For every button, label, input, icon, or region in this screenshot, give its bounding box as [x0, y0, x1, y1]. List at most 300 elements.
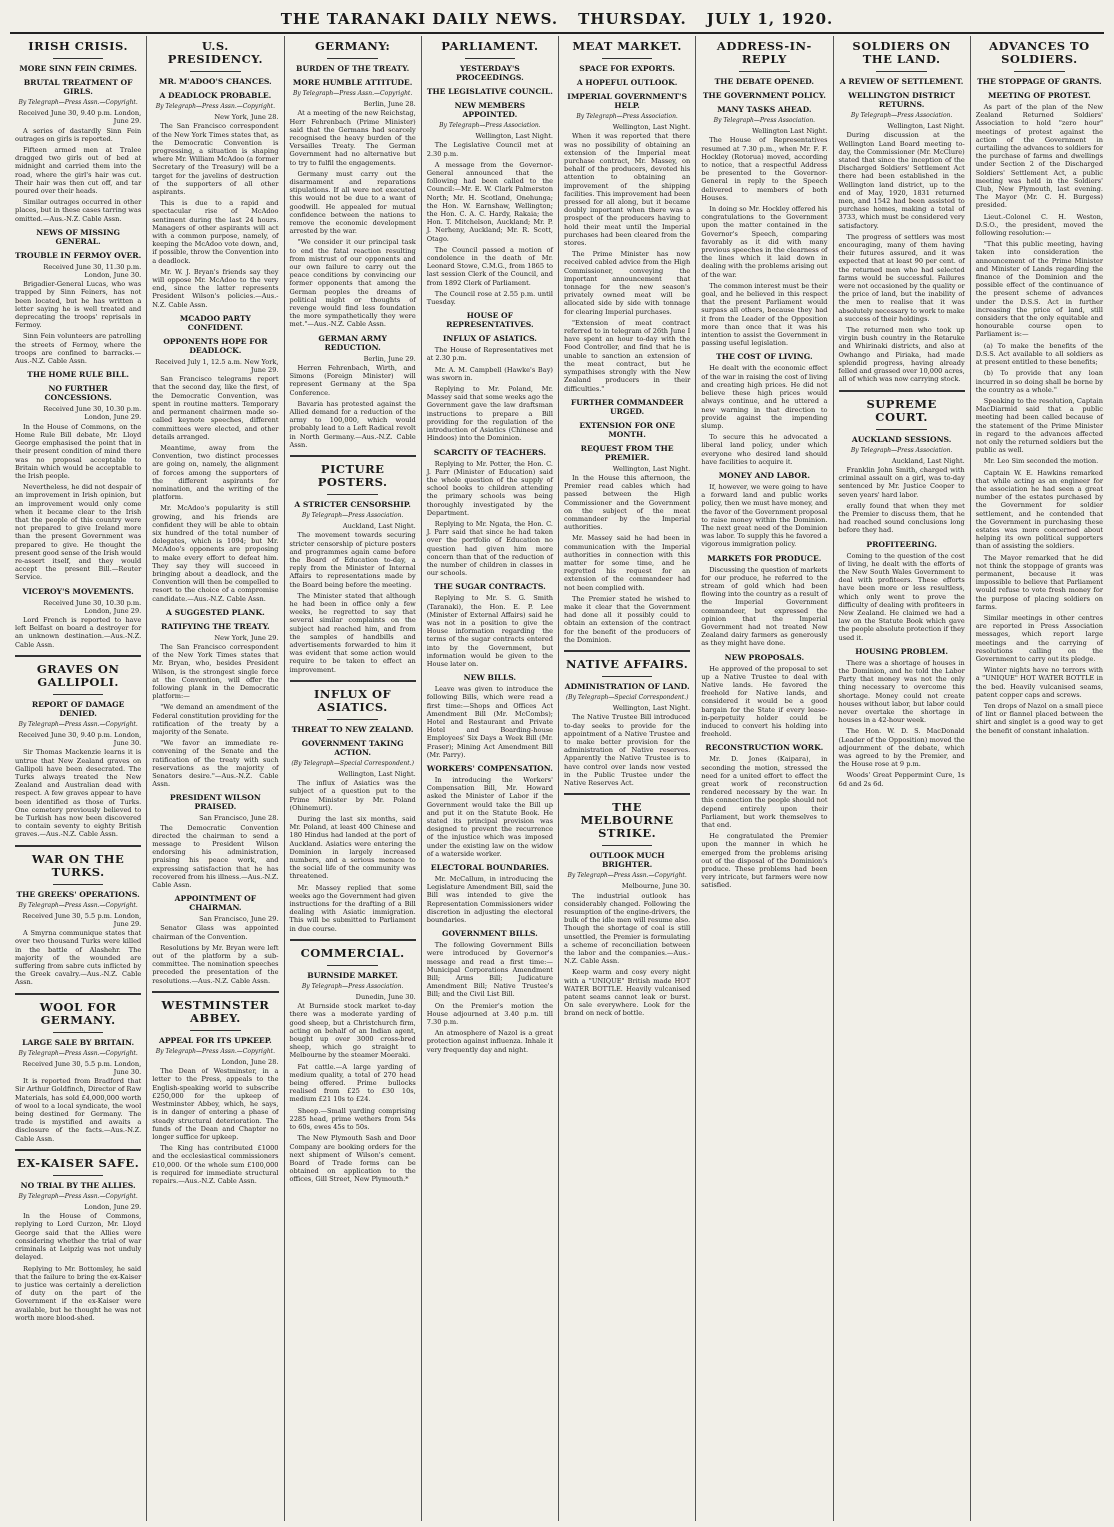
article-subheading: A DEADLOCK PROBABLE. [159, 91, 272, 100]
news-column [696, 36, 833, 1521]
article-paragraph: The House of Representatives met at 2.30 p.m. [426, 346, 553, 363]
article-paragraph: Mr. McAdoo's popularity is still growing, and his friends are confident they will be able to obtain six hundred of the total number of delegates, which is 1094; but Mr. McAdoo's opponents are proposing to make every effort to defeat him. They say they will succeed in bringing about a deadlock, and the Convention will then be compelled to resort to the choice of a compromise candidate.—Aus.-N.Z. Cable Assn. [152, 504, 279, 603]
article-paragraph: Mr. Massey said he had been in communication with the Imperial authorities in connection with this matter for some time, and he regretted his request for an extension of the commandeer had not been complied with. [564, 534, 691, 592]
article-byline: By Telegraph—Press Association. [301, 982, 404, 990]
article-dateline: Wellington, Last Night. [612, 123, 691, 132]
article [152, 894, 278, 985]
article-divider [290, 939, 416, 941]
article-paragraph: (a) To make the benefits of the D.S.S. Act available to all soldiers as at present entitled to these benefits; [975, 341, 1103, 367]
article-paragraph: This is due to a rapid and spectacular rise of McAdoo sentiment during the last 24 hours. Managers of other aspirants will act with a common purpose, namely, of keeping the McAdoo vote down, and, if possible, throw the Convention into a deadlock. [152, 199, 279, 265]
article-headline: WESTMINSTER ABBEY. [161, 997, 270, 1025]
article-paragraph: The industrial outlook has considerably changed. Following the resumption of the engine-drivers, the bulk of the idle men will resume also. Though the shortage of coal is still unsettled, the Premier is formulating a scheme of reconciliation between the labor and the companies.—Aus.-N.Z. Cable Assn. [564, 891, 691, 966]
article-subheading: SCARCITY OF TEACHERS. [433, 447, 546, 457]
news-column [285, 36, 422, 1521]
article-paragraph: In the House this afternoon, the Premier read cables which had passed between the High Commissioner and the Government on the subject of the meat commandeer by the Imperial authorities. [564, 473, 691, 532]
article-byline: By Telegraph—Press Association. [713, 117, 816, 124]
article-subheading: THE STOPPAGE OF GRANTS. [977, 77, 1102, 86]
article-paragraph: On the Premier's motion the House adjourned at 3.40 p.m. till 7.30 p.m. [426, 1001, 553, 1027]
article-subheading: A STRICTER CENSORSHIP. [294, 499, 411, 509]
article-byline: By Telegraph—Press Association. [850, 112, 953, 119]
article-paragraph: Similar meetings in other centres are reported in Press Association messages, which report large meetings and the carrying of resolutions calling on the Government to carry out its pledge. [975, 613, 1103, 663]
article [152, 40, 278, 309]
article-paragraph: San Francisco telegrams report that the second day, like the first, of the Democratic Convention, was spent in routine matters. Temporary and permanent chairmen made so-called keynote speeches, different committees were elected, and other details arranged. [152, 375, 279, 441]
article-paragraph: Leave was given to introduce the following Bills, which were read a first time:—Shops and Offices Act Amendment Bill (Mr. McCombs); Hotel and Restaurant and Private Hotel and Boarding-house Employees' Six Days a Week Bill (Mr. Fraser); Mining Act Amendment Bill (Mr. Parry). [426, 685, 553, 759]
article-subheading: MR. M'ADOO'S CHANCES. [159, 77, 272, 86]
article-subheading: MORE SINN FEIN CRIMES. [19, 64, 137, 73]
article-paragraph: Senator Glass was appointed chairman of the Convention. [152, 924, 279, 941]
article-paragraph: "We consider it our principal task to end the fatal reaction resulting from mistrust of our opponents and our own failure to carry out the peace conditions by convincing our former opponents that among the German peoples the dreams of political might or thoughts of revenge would find less foundation the more sympathetically they were met."—Aus.-N.Z. Cable Assn. [289, 238, 416, 329]
article-paragraph: If, however, we were going to have a forward land and public works policy, then we must have money, and the favor of the Government proposal to raise money within the Dominion. The next great need of the Dominion was labor. To supply this he favored a vigorous immigration policy. [701, 482, 828, 549]
headline-rule [876, 429, 927, 430]
headline-rule [327, 965, 378, 966]
article-subheading: MCADOO PARTY CONFIDENT. [179, 313, 251, 332]
issue-day: THURSDAY. [578, 10, 687, 28]
article [15, 845, 141, 987]
article-subheading: A HOPEFUL OUTLOOK. [576, 78, 678, 87]
article [15, 228, 141, 365]
news-column [971, 36, 1108, 1521]
article-paragraph: Lord French is reported to have left Belfast on board a destroyer for an unknown destination.—Aus.-N.Z. Cable Assn. [15, 615, 142, 649]
article-subheading: THE HOME RULE BILL. [27, 370, 130, 380]
article-subheading: YESTERDAY'S PROCEEDINGS. [456, 64, 524, 82]
article-subheading: NEW BILLS. [463, 673, 517, 683]
article-divider [15, 993, 141, 995]
article-paragraph: The Democratic Convention directed the chairman to send a message to President Wilson endorsing his administration, praising his peace work, and expressing satisfaction that he has recovered from his illness.—Aus.-N.Z. Cable Assn. [152, 823, 279, 890]
article-dateline: Received June 30, 5.5 p.m. London, June 29. [22, 911, 142, 929]
article-byline: By Telegraph—Press Assn.—Copyright. [292, 90, 413, 97]
article-byline: By Telegraph—Press Assn.—Copyright. [18, 99, 138, 106]
article-paragraph: Franklin John Smith, charged with criminal assault on a girl, was to-day sentenced by Mr. Justice Cooper to seven years' hard labor. [838, 465, 965, 499]
news-column [147, 36, 284, 1521]
article-paragraph: The New Plymouth Sash and Door Company are booking orders for the next shipment of Wilson's cement. Board of Trade forms can be obtained on application to the offices, Gill Street, New Plymouth.* [289, 1134, 416, 1184]
article-paragraph: At Burnside stock market to-day there was a moderate yarding of good sheep, but a Christchurch firm, acting on behalf of an Indian agent, bought up over 3000 cross-bred sheep, which go straight to Melbourne by the steamer Moeraki. [289, 1002, 416, 1060]
article-subheading: FURTHER COMMANDEER URGED. [570, 397, 684, 416]
article [290, 455, 416, 674]
article [427, 40, 553, 306]
article [427, 673, 553, 759]
article-paragraph: Speaking to the resolution, Captain MacDiarmid said that a public meeting had been called because of the statement of the Prime Minister in regard to the advances affected not only the returned soldiers but the public as well. [975, 396, 1103, 455]
article-dateline: Berlin, June 29. [363, 354, 416, 363]
article-headline: WOOL FOR GERMANY. [39, 999, 117, 1027]
article-paragraph: Discussing the question of markets for our produce, he referred to the stream of gold which had been flowing into the country as a result of the Imperial Government commandeer, but expressed the opinion that the Imperial Government had not treated New Zealand dairy farmers as generously as they might have done. [701, 565, 828, 648]
article-dateline: Received June 30, 9.40 p.m. London, June 30. [18, 730, 142, 748]
article [290, 1134, 416, 1183]
article-paragraph: Ten drops of Nazol on a small piece of lint or flannel placed between the shirt and singlet is a good way to get the benefit of constant inhalation. [975, 702, 1103, 735]
article [701, 743, 827, 889]
article-subheading: THE LEGISLATIVE COUNCIL. [426, 87, 553, 96]
article-subheading: MANY TASKS AHEAD. [717, 105, 812, 114]
paper-name: THE TARANAKI DAILY NEWS. [280, 10, 559, 28]
article-dateline: Received June 30, 5.5 p.m. London, June 30. [22, 1059, 142, 1077]
article-subheading: A SUGGESTED PLANK. [166, 607, 265, 617]
article-dateline: Wellington, Last Night. [475, 132, 553, 141]
article-paragraph: Replying to Mr. Poland, Mr. Massey said that some weeks ago the Government gave the law draftsman instructions to prepare a Bill providing for the regulation of the introduction of Asiatics (Chinese and Hindoos) into the Dominion. [426, 385, 553, 443]
article [15, 993, 141, 1143]
article-paragraph: The Native Trustee Bill introduced to-day seeks to provide for the appointment of a Native Trustee and to make better provision for the administration of Native reserves. Apparently the Native Trustee is to have control over lands now vested in the Public Trustee under the Native Reserves Act. [564, 713, 691, 787]
article-paragraph: erally found that when they met the Premier to discuss them, that he had reached sound conclusions long before they had. [838, 501, 965, 535]
issue-date: JULY 1, 1920. [706, 10, 834, 28]
article-subheading: NO TRIAL BY THE ALLIES. [20, 1180, 136, 1190]
article [564, 40, 690, 393]
article-dateline: Received June 30, 11.30 p.m. London, June 30. [43, 262, 142, 280]
headline-rule [53, 884, 104, 885]
article-headline: THE MELBOURNE STRIKE. [580, 800, 674, 841]
article-subheading: SPACE FOR EXPORTS. [579, 64, 675, 73]
article-paragraph: Replying to Mr. Ngata, the Hon. C. J. Parr said that since he had taken over the portfolio of Education no question had given him more concern than that of the reduction of the number of children in classes in our schools. [426, 519, 553, 578]
article-byline: By Telegraph—Press Association. [439, 122, 541, 129]
article-paragraph: The House of Representatives resumed at 7.30 p.m., when Mr. F. F. Hockley (Rotorua) moved, according to notice, that a respectful Address be presented to the Governor-General in reply to the Speech delivered to members of both Houses. [701, 136, 828, 202]
article-subheading: A REVIEW OF SETTLEMENT. [839, 77, 964, 86]
article-paragraph: In doing so Mr. Hockley offered his congratulations to the Government upon the matter contained in the Governor's Speech, comparing favorably as it did with many previous speeches in the clearness of the lines which it laid down in dealing with the problems arising out of the war. [701, 205, 828, 279]
article-paragraph: "We favor an immediate re-convening of the Senate and the ratification of the treaty with such reservations as the majority of Senators desire."—Aus.-N.Z. Cable Assn. [152, 739, 279, 789]
article-paragraph: Mr. Leo Sim seconded the motion. [983, 457, 1099, 466]
article-subheading: THE DEBATE OPENED. [714, 77, 815, 86]
article-paragraph: Bavaria has protested against the Allied demand for a reduction of the army to 100,000, which would probably lead to a Left Radical revolt in North Germany.—Aus.-N.Z. Cable Assn. [289, 399, 416, 449]
article-paragraph: As part of the plan of the New Zealand Returned Soldiers' Association to hold "zero hour" meetings of protest against the action of the Government in curtailing the advances to soldiers for the purchase of farms and dwellings under Section 2 of the Discharged Soldiers' Settlement Act, a public meeting was held in the Soldiers' Club, New Plymouth, last evening. The Mayor (Mr. C. H. Burgess) presided. [975, 103, 1103, 210]
article [427, 929, 553, 1054]
article-byline: By Telegraph—Press Assn.—Copyright. [155, 103, 276, 110]
article-subheading: WORKERS' COMPENSATION. [426, 764, 553, 773]
article-paragraph: Fifteen armed men at Tralee dragged two girls out of bed at midnight and carried them into the road, where the girl's hair was cut. Their hair was then cut off, and tar poured over their heads. [15, 146, 142, 196]
article-divider [15, 845, 141, 847]
article-divider [564, 793, 690, 795]
article-paragraph: The Legislative Council met at 2.30 p.m. [426, 141, 553, 158]
article-paragraph: Brigadier-General Lucas, who was trapped by Sinn Feiners, has not been located, but he has written a letter saying he is well treated and deprecating the troops' reprisals in Fermoy. [15, 280, 142, 330]
article [15, 370, 141, 581]
headline-rule [1014, 71, 1065, 72]
article-paragraph: Nevertheless, he did not despair of an improvement in Irish opinion, but an improvement would only come when it became clear to the Irish that the people of this country were not prepared to give Ireland more than the present Government was prepared to give. He thought the present good sense of the Irish would re-assert itself, and they would accept the present Bill.—Reuter Service. [15, 483, 142, 582]
article-paragraph: The Minister stated that although he had been in office only a few weeks, he regretted to say that several similar complaints on the subject had reached him, and from the samples of handbills and advertisements forwarded to him it was evident that some action would require to be taken to effect an improvement. [289, 591, 416, 674]
article-dateline: Received June 30, 10.30 p.m. London, June 29. [43, 405, 142, 422]
headline-rule [327, 719, 378, 720]
article [976, 40, 1103, 735]
article-paragraph: Lieut.-Colonel C. H. Weston, D.S.O., the president, moved the following resolution:— [975, 212, 1103, 238]
article [152, 608, 278, 789]
article-dateline: Melbourne, June 30. [621, 882, 691, 891]
article [839, 40, 965, 384]
article-headline: IRISH CRISIS. [28, 39, 128, 53]
headline-rule [53, 694, 104, 695]
article-paragraph: The following Government Bills were introduced by Governor's message and read a first time:—Municipal Corporations Amendment Bill; Arms Bill; Judicature Amendment Bill; Native Trustee's Bill; and the Civil List Bill. [426, 941, 553, 999]
article-dateline: Dunedin, June 30. [355, 993, 416, 1002]
article-paragraph: Replying to Mr. Bottomley, he said that the failure to bring the ex-Kaiser to justice was certainly a dereliction of duty on the part of the Government if the ex-Kaiser were available, but he thought he was not worth more blood-shed. [15, 1264, 142, 1322]
article [152, 793, 278, 889]
article-paragraph: (b) To provide that any loan incurred in so doing shall be borne by the country as a whole." [975, 369, 1103, 394]
article-paragraph: Mr. W. J. Bryan's friends say they will oppose Mr. McAdoo to the very end, since the latter represents President Wilson's policies.—Aus.-N.Z. Cable Assn. [152, 267, 279, 309]
article [290, 40, 416, 329]
headline-rule [602, 676, 653, 677]
article-divider [15, 1149, 141, 1151]
article-paragraph: In introducing the Workers' Compensation Bill, Mr. Howard asked the Minister of Labor if the Government would take the Bill up and put it on the Statute Book. He stated its principal provision was designed to prevent the recurrence of the injustice which was imposed under the existing law on the widow of a waterside worker. [426, 776, 553, 858]
headline-rule [739, 71, 790, 72]
article-paragraph: It is reported from Bradford that Sir Arthur Goldfinch, Director of Raw Materials, has sold £4,000,000 worth of wool to a local syndicate, the wool being destined for Germany. The trade is mystified and awaits a disclosure of the facts.—Aus.-N.Z. Cable Assn. [15, 1077, 142, 1143]
article-subheading: RATIFYING THE TREATY. [161, 621, 270, 631]
article-subheading: NEW PROPOSALS. [724, 652, 805, 662]
article-paragraph: He dealt with the economic effect of the war in raising the cost of living and creating high prices. He did not believe these high prices would always continue, and he uttered a new warning in that direction to provide against the impending slump. [701, 364, 828, 430]
article-paragraph: Similar outrages occurred in other places, but in these cases tarring was omitted.—Aus.-N.Z. Cable Assn. [15, 198, 142, 223]
article [290, 334, 416, 449]
article-dateline: New York, June 29. [214, 633, 279, 642]
headline-rule [602, 58, 653, 59]
article-paragraph: Sinn Fein volunteers are patrolling the streets of Fermoy, where the troops are confined to barracks.—Aus.-N.Z. Cable Assn. [15, 332, 142, 366]
article-subheading: APPEAL FOR ITS UPKEEP. [158, 1035, 272, 1045]
article-subheading: WELLINGTON DISTRICT RETURNS. [848, 91, 955, 109]
headline-rule [327, 494, 378, 495]
article-paragraph: A Smyrna communique states that over two thousand Turks were killed in the battle of Alashehr. The majority of the wounded are suffering from sabre cuts inflicted by the Greek cavalry.—Aus.-N.Z. Cable Assn. [15, 929, 142, 987]
article [564, 793, 690, 1017]
article-paragraph: "We demand an amendment of the Federal constitution providing for the ratification of the treaty by a majority of the Senate. [152, 703, 279, 736]
news-column [559, 36, 696, 1521]
article-paragraph: The Premier stated he wished to make it clear that the Government had done all it possibly could to obtain an extension of the contract for the benefit of the producers of the Dominion. [564, 594, 691, 644]
article-paragraph: A series of dastardly Sinn Fein outrages on girls is reported. [15, 126, 142, 143]
article-paragraph: The Mayor remarked that he did not think the stoppage of grants was permanent, because it was impossible to believe that Parliament would refuse to vote fresh money for the purpose of placing soldiers on farms. [975, 553, 1103, 611]
article-subheading: REPORT OF DAMAGE DENIED. [31, 699, 125, 718]
article-paragraph: The Prime Minister has now received cabled advice from the High Commissioner, conveying the important announcement that tonnage for the new season's privately owned meat will be allocated side by side with tonnage for clearing Imperial purchases. [564, 250, 691, 316]
article-subheading: PRESIDENT WILSON PRAISED. [169, 793, 261, 812]
article [564, 398, 690, 644]
article [290, 680, 416, 933]
article-paragraph: Replying to Mr. S. G. Smith (Taranaki), the Hon. E. P. Lee (Minister of External Affairs) said he was not in a position to give the House information regarding the terms of the sugar contracts entered into by the Government, but information would be given to the House later on. [426, 594, 553, 668]
article-paragraph: To secure this he advocated a liberal land policy, under which everyone who desired land should have facilities to acquire it. [701, 433, 828, 466]
news-columns [10, 36, 1108, 1521]
masthead [10, 6, 1104, 34]
article-paragraph: The Council rose at 2.55 p.m. until Tuesday. [426, 289, 553, 307]
article-headline: U.S. PRESIDENCY. [167, 39, 264, 66]
article-dateline: Wellington, Last Night. [612, 704, 691, 713]
article-byline: By Telegraph—Press Assn.—Copyright. [567, 872, 687, 880]
article-subheading: GERMAN ARMY REDUCTION. [318, 333, 387, 352]
article [839, 390, 965, 535]
news-column [10, 36, 147, 1521]
article-headline: ADDRESS-IN-REPLY [716, 39, 812, 66]
article-dateline: Wellington Last Night. [752, 127, 828, 136]
article [152, 314, 278, 603]
article-paragraph: In the House of Commons, replying to Lord Curzon, Mr. Lloyd George said that the Allies were considering whether the trial of war criminals at Leipzig was not unduly delayed. [15, 1212, 142, 1262]
article-paragraph: Meantime, away from the Convention, two distinct processes are going on, namely, the alignment of forces among the supporters of the different aspirants for nomination, and the writing of the platform. [152, 443, 279, 502]
article-subheading: TROUBLE IN FERMOY OVER. [15, 250, 142, 260]
article-paragraph: The San Francisco correspondent of the New York Times states that, as the Democratic Convention is progressing, a situation is shaping where Mr. William McAdoo (a former Secretary of the Treasury) will be a target for the javelins of destruction of the supporters of all other aspirants. [152, 122, 279, 197]
article-dateline: Wellington, Last Night. [338, 769, 416, 778]
article-paragraph: During discussion at the Wellington Land Board meeting to-day, the Commissioner (Mr. McClure) stated that since the inception of the Discharged Soldiers' Settlement Act there had been established in the Wellington land district, up to the end of May, 1920, 1831 returned men, and 1542 had been assisted to purchase homes, making a total of 3733, which must be considered very satisfactory. [838, 131, 965, 230]
article-dateline: Wellington, Last Night. [612, 464, 691, 473]
article-subheading: LARGE SALE BY BRITAIN. [22, 1037, 135, 1047]
article-dateline: New York, June 28. [214, 113, 279, 122]
article-dateline: Received June 30, 10.30 p.m. London, June 29. [43, 598, 142, 615]
article-subheading: MEETING OF PROTEST. [987, 91, 1091, 100]
article-subheading: MORE HUMBLE ATTITUDE. [292, 78, 413, 87]
article-byline: By Telegraph—Press Assn.—Copyright. [18, 720, 138, 728]
article-paragraph: The Dean of Westminster, in a letter to the Press, appeals to the English-speaking world to subscribe £250,000 for the upkeep of Westminster Abbey, which, he says, is in danger of entering a phase of steady structural deterioration. The funds of the Dean and Chapter no longer suffice for upkeep. [152, 1067, 279, 1141]
article-paragraph: During the last six months, said Mr. Poland, at least 400 Chinese and 180 Hindus had landed at the port of Auckland. Asiatics were entering the Dominion in largely increased numbers, and a serious menace to the social life of the community was threatened. [289, 815, 416, 881]
article-headline: PICTURE POSTERS. [317, 461, 388, 489]
article-paragraph: When it was reported that there was no possibility of obtaining an extension of the Imperial meat purchase contract, Mr. Massey, on behalf of the producers, devoted his attention to obtaining an improvement of the shipping facilities. This improvement had been pressed for all along, but it became doubly important when there was a prospect of the producers having to hold their meat until the Imperial purchases had been cleared from the stores. [564, 132, 691, 248]
article-paragraph: Coming to the question of the cost of living, he dealt with the efforts of the New South Wales Government to deal with profiteers. These efforts have been more or less resultless, which only went to prove the difficulty of dealing with profiteers in New Zealand. He claimed we had a law on the Statute Book which gave the people absolute protection if they used it. [838, 551, 965, 642]
article-paragraph: The Hon. W. D. S. MacDonald (Leader of the Opposition) moved the adjournment of the debate, which was agreed to by the Premier, and the House rose at 9 p.m. [838, 727, 965, 769]
headline-rule [602, 845, 653, 846]
article-subheading: MONEY AND LABOR. [718, 470, 810, 480]
article-paragraph: Mr. A. M. Campbell (Hawke's Bay) was sworn in. [426, 365, 553, 382]
article [152, 991, 278, 1185]
article [701, 40, 827, 347]
article-subheading: NEW MEMBERS APPOINTED. [454, 101, 526, 119]
article-paragraph: Sheep.—Small yarding comprising 2285 head, prime wethers from 54s to 60s, ewes 45s to 50s. [289, 1106, 416, 1132]
article [427, 448, 553, 578]
article-headline: NATIVE AFFAIRS. [565, 656, 689, 671]
article-divider [15, 655, 141, 657]
article [290, 939, 416, 1131]
article [427, 863, 553, 924]
article-subheading: THREAT TO NEW ZEALAND. [291, 724, 414, 734]
article-subheading: GOVERNMENT BILLS. [441, 929, 538, 939]
article-dateline: Auckland, Last Night. [891, 456, 965, 465]
headline-rule [327, 58, 378, 59]
article-headline: MEAT MARKET. [572, 39, 682, 53]
article-paragraph: The influx of Asiatics was the subject of a question put to the Prime Minister by Mr. Poland (Ohinemuri). [289, 779, 416, 812]
article-paragraph: Sir Thomas Mackenzie learns it is untrue that New Zealand graves on Gallipoli have been desecrated. The Turks always treated the New Zealand and Australian dead with respect. A few graves appear to have been identified as those of Turks. One cemetery previously believed to be Turkish has now been discovered to contain seventy to eighty British graves.—Aus.-N.Z. Cable Assn. [15, 748, 142, 839]
headline-rule [53, 1175, 104, 1176]
article-paragraph: Winter nights have no terrors with a "UNIQUE" HOT WATER BOTTLE in the bed. Heavily vulcanised seams, patent copper caps and screws. [975, 666, 1103, 699]
article-dateline: Received July 1, 12.5 a.m. New York, June 29. [155, 357, 279, 375]
headline-rule [876, 71, 927, 72]
article-paragraph: At a meeting of the new Reichstag, Herr Fehrenbach (Prime Minister) said that the Germans had scarcely recognised the heavy burden of the Versailles Treaty. The German Government had no alternative but to try to fulfil the engagements. [289, 109, 416, 167]
article-paragraph: He congratulated the Premier upon the manner in which he emerged from the problems arising out of the disposal of the Dominion's produce. These problems had been very intricate, but farmers were now satisfied. [701, 832, 828, 890]
article-byline: By Telegraph—Press Association. [850, 446, 953, 454]
article-divider [290, 680, 416, 682]
article-byline: By Telegraph—Press Assn.—Copyright. [18, 1192, 138, 1200]
article-subheading: BURNSIDE MARKET. [307, 970, 398, 980]
article-paragraph: The common interest must be their goal, and he believed in this respect that the present Parliament would surpass all others, because they had it from the Leader of the Opposition more than once that it was his intention to assist the Government in passing useful legislation. [701, 281, 828, 348]
article-subheading: NO FURTHER CONCESSIONS. [44, 384, 112, 403]
article-paragraph: An atmosphere of Nazol is a great protection against influenza. Inhale it very frequently day and night. [426, 1029, 553, 1054]
article-subheading: PROFITEERING. [866, 539, 937, 549]
article-divider [564, 650, 690, 652]
article-headline: PARLIAMENT. [441, 39, 539, 53]
article-paragraph: The returned men who took up virgin bush country in the Retaruke and Whirinaki districts, and also at Owhango and Piriaka, had made splendid progress, having already felled and grassed over 10,000 acres, all of which was now carrying stock. [838, 326, 965, 384]
article-headline: GRAVES ON GALLIPOLI. [36, 661, 120, 689]
article-paragraph: Mr. McCallum, in introducing the Legislature Amendment Bill, said the Bill was intended to give the Representation Commissioners wider discretion in adjusting the electoral boundaries. [426, 875, 553, 925]
article [15, 40, 141, 223]
article-paragraph: Keep warm and cosy every night with a "UNIQUE" British made HOT WATER BOTTLE. Heavily vulcanised patent seams cannot leak or burst. On sale everywhere. Look for the brand on neck of bottle. [564, 968, 691, 1018]
article-byline: By Telegraph—Press Assn.—Copyright. [155, 1047, 276, 1055]
article-paragraph: Herren Fehrenbach, Wirth, and Simons (Foreign Minister) will represent Germany at the Spa Conference. [289, 363, 416, 397]
article-subheading: VICEROY'S MOVEMENTS. [22, 586, 134, 596]
article-subheading: ELECTORAL BOUNDARIES. [430, 863, 549, 873]
article [701, 471, 827, 549]
article-divider [152, 991, 278, 993]
article-headline: SOLDIERS ON THE LAND. [852, 39, 951, 66]
article-headline: EX-KAISER SAFE. [17, 1155, 140, 1170]
article-headline: ADVANCES TO SOLDIERS. [989, 39, 1090, 66]
article-dateline: London, June 29. [84, 1203, 142, 1212]
article [15, 655, 141, 839]
article-paragraph: Germany must carry out the disarmament and reparations stipulations. If all were not executed this would not be due to a want of goodwill. He appealed for mutual confidence between the nations to remove the economic development arrested by the war. [289, 169, 416, 236]
article [427, 764, 553, 858]
article-subheading: AUCKLAND SESSIONS. [851, 434, 952, 444]
article-paragraph: There was a shortage of houses in the Dominion, and he told the Labor Party that money was not the only thing necessary to overcome this shortage. Money could not create houses without labor, but labor could never overtake the shortage in houses in a 42-hour week. [838, 658, 965, 725]
article-subheading: REQUEST FROM THE PREMIER. [580, 443, 674, 462]
article [701, 653, 827, 739]
article-byline: By Telegraph—Press Assn.—Copyright. [18, 901, 138, 909]
article-paragraph: "Extension of meat contract referred to in telegram of 26th June I have spent an hour to-day with the Food Controller, and find that he is unable to sanction an extension of the meat contract, but he sympathises strongly with the New Zealand producers in their difficulties." [564, 318, 691, 393]
article-paragraph: Captain W. E. Hawkins remarked that while acting as an engineer for the association he had seen a great number of the estates purchased by the Government for soldier settlement, and he contended that the Government in purchasing these estates was more concerned about helping its own political supporters than of assisting the soldiers. [975, 468, 1103, 551]
article-subheading: THE COST OF LIVING. [716, 352, 813, 362]
article-dateline: San Francisco, June 28. [199, 814, 279, 823]
article-byline: (By Telegraph—Special Correspondent.) [565, 693, 689, 701]
article-paragraph: Woods' Great Peppermint Cure, 1s 6d and 2s 6d. [838, 771, 965, 788]
article [701, 352, 827, 465]
article-dateline: Received June 30, 9.40 p.m. London, June 29. [18, 109, 142, 126]
article-dateline: London, June 28. [221, 1058, 279, 1067]
article-headline: WAR ON THE TURKS. [31, 851, 125, 879]
headline-rule [190, 1030, 241, 1031]
article-subheading: OUTLOOK MUCH BRIGHTER. [589, 851, 665, 870]
article-divider [290, 455, 416, 457]
article-subheading: GOVERNMENT TAKING ACTION. [301, 738, 404, 757]
article [839, 540, 965, 642]
article [427, 311, 553, 442]
article-subheading: OPPONENTS HOPE FOR DEADLOCK. [163, 336, 268, 355]
article-subheading: RECONSTRUCTION WORK. [705, 743, 824, 753]
article [701, 554, 827, 648]
article [564, 650, 690, 787]
article-subheading: THE GOVERNMENT POLICY. [702, 91, 826, 100]
article-paragraph: The Council passed a motion of condolence in the death of Mr. Leonard Stowe, C.M.G., from 1865 to last session Clerk of the Council, and from 1892 Clerk of Parliament. [426, 245, 553, 287]
headline-rule [190, 71, 241, 72]
article-subheading: BRUTAL TREATMENT OF GIRLS. [23, 78, 133, 96]
article-subheading: IMPERIAL GOVERNMENT'S HELP. [567, 92, 687, 110]
article-paragraph: "That this public meeting, having taken into consideration the announcement of the Prime Minister and Minister of Lands regarding the finance of the Dominion and the possible effect of the continuance of the present scheme of advances under the D.S.S. Act in further increasing the price of land, still considers that the only equitable and honourable course open to Parliament is:— [975, 240, 1103, 339]
article-paragraph: A message from the Governor-General announced that the following had been called to the Council:—Mr. E. W. Clark Palmerston North; Mr. H. Scotland, Onehunga; the Hon. W. Earnshaw, Wellington; the Hon. C. A. C. Hardy, Rakaia; the Hon. T. Mitchelson, Auckland; Mr. P. J. Nerheny, Auckland; Mr. R. Scott, Otago. [426, 160, 553, 243]
news-column [834, 36, 971, 1521]
article-subheading: INFLUX OF ASIATICS. [442, 334, 537, 344]
article-paragraph: The King has contributed £1000 and the ecclesiastical commissioners £10,000. Of the whole sum £100,000 is required for immediate structural repairs.—Aus.-N.Z. Cable Assn. [152, 1144, 279, 1185]
article-divider [839, 390, 965, 392]
article-subheading: BURDEN OF THE TREATY. [296, 64, 410, 73]
article-subheading: NEWS OF MISSING GENERAL. [36, 227, 121, 246]
article-paragraph: In the House of Commons, on the Home Rule Bill debate, Mr. Lloyd George emphasised the point that in their present condition of mind there was no proposal acceptable to Britain which would be acceptable to the Irish people. [15, 422, 142, 480]
article [427, 582, 553, 668]
article-byline: By Telegraph—Press Association. [576, 113, 678, 120]
article-paragraph: The San Francisco correspondent of the New York Times states that Mr. Bryan, who, besides President Wilson, is the strongest single force at the Convention, will offer the following plank in the Democratic platform:— [152, 642, 279, 701]
article-subheading: MARKETS FOR PRODUCE. [707, 553, 822, 563]
article-dateline: Wellington, Last Night. [887, 122, 965, 131]
article [15, 587, 141, 649]
article [15, 1149, 141, 1322]
article-subheading: APPOINTMENT OF CHAIRMAN. [174, 894, 257, 913]
article-paragraph: Replying to Mr. Potter, the Hon. C. J. Parr (Minister of Education) said the whole question of the supply of school books to children attending the primary schools was being thoroughly investigated by the Department. [426, 459, 553, 517]
headline-rule [465, 58, 516, 59]
article-paragraph: Resolutions by Mr. Bryan were left out of the platform by a sub-committee. The nomination speeches preceded the presentation of the resolutions.—Aus.-N.Z. Cable Assn. [152, 943, 279, 985]
article-subheading: THE GREEKS' OPERATIONS. [16, 889, 140, 899]
article [839, 647, 965, 788]
article-byline: By Telegraph—Press Association. [301, 511, 404, 519]
article-paragraph: He approved of the proposal to set up a Native Trustee to deal with Native lands. He favored the freehold for Native lands, and considered it would be a good bargain for the State if every lease-in-perpetuity holder could be induced to convert his holding into freehold. [701, 664, 828, 739]
article-subheading: EXTENSION FOR ONE MONTH. [579, 420, 675, 439]
article-dateline: Berlin, June 28. [363, 100, 416, 109]
article-paragraph: Mr. D. Jones (Kaipara), in seconding the motion, stressed the need for a united effort to effect the great work of reconstruction rendered necessary by the war. In this connection the people should not depend entirely upon their Parliament, but work themselves to that end. [701, 755, 828, 830]
article-subheading: THE SUGAR CONTRACTS. [434, 582, 546, 592]
article-paragraph: Mr. Massey replied that some weeks ago the Government had given instructions for the drafting of a Bill dealing with Asiatic immigration. This will be submitted to Parliament in due course. [289, 883, 416, 933]
article-paragraph: The movement towards securing stricter censorship of picture posters and programmes again came before the Board of Education to-day, a reply from the Minister of Internal Affairs to representations made by the Board being before the meeting. [289, 531, 416, 589]
article-paragraph: Fat cattle.—A large yarding of medium quality, a total of 270 head being offered. Prime bullocks realised from £25 to £30 10s, medium £21 10s to £24. [289, 1062, 416, 1104]
article-subheading: HOUSE OF REPRESENTATIVES. [446, 311, 534, 330]
headline-rule [53, 58, 104, 59]
article-headline: COMMERCIAL. [300, 945, 405, 960]
news-column [422, 36, 559, 1521]
article-paragraph: The progress of settlers was most encouraging, many of them having their futures assured, and it was expected that at least 90 per cent. of the returned men who had selected farms would be successful. Failures were not occasioned by the quality or the price of land, but the inability of the men to realise that it was absolutely necessary to work to make a success of their holdings. [838, 232, 965, 323]
article-dateline: Auckland, Last Night. [342, 522, 416, 531]
article-headline: GERMANY: [314, 39, 391, 53]
